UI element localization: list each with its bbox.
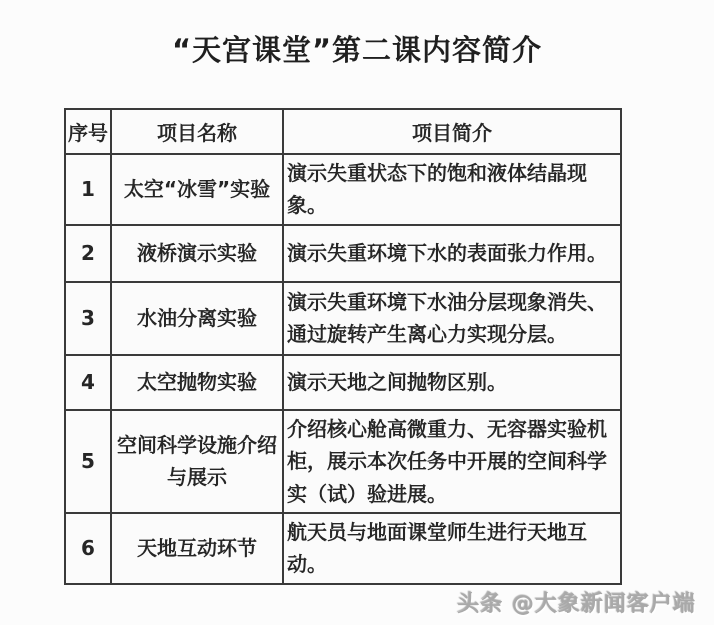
cell-serial: 3 bbox=[65, 282, 111, 355]
table-row bbox=[65, 355, 621, 410]
cell-name: 天地互动环节 bbox=[111, 513, 283, 584]
header-cell-serial: 序号 bbox=[65, 109, 111, 154]
cell-desc: 演示天地之间抛物区别。 bbox=[283, 355, 621, 410]
cell-name: 空间科学设施介绍与展示 bbox=[111, 410, 283, 513]
header-cell-desc: 项目简介 bbox=[283, 109, 621, 154]
table-row bbox=[65, 154, 621, 225]
cell-desc: 演示失重状态下的饱和液体结晶现象。 bbox=[283, 154, 621, 225]
page-title: “天宫课堂”第二课内容简介 bbox=[171, 33, 543, 67]
cell-name: 太空抛物实验 bbox=[111, 355, 283, 410]
table-header-row bbox=[65, 109, 621, 154]
cell-serial: 4 bbox=[65, 355, 111, 410]
cell-serial: 1 bbox=[65, 154, 111, 225]
cell-desc: 演示失重环境下水油分层现象消失、通过旋转产生离心力实现分层。 bbox=[283, 282, 621, 355]
cell-name: 太空“冰雪”实验 bbox=[111, 154, 283, 225]
cell-serial: 2 bbox=[65, 225, 111, 282]
table-row bbox=[65, 410, 621, 513]
table-row bbox=[65, 513, 621, 584]
table-row bbox=[65, 282, 621, 355]
header-cell-name: 项目名称 bbox=[111, 109, 283, 154]
table-row bbox=[65, 225, 621, 282]
cell-serial: 6 bbox=[65, 513, 111, 584]
cell-desc: 演示失重环境下水的表面张力作用。 bbox=[283, 225, 621, 282]
cell-name: 水油分离实验 bbox=[111, 282, 283, 355]
cell-name: 液桥演示实验 bbox=[111, 225, 283, 282]
content-table bbox=[64, 108, 622, 585]
cell-desc: 介绍核心舱高微重力、无容器实验机柜，展示本次任务中开展的空间科学实（试）验进展。 bbox=[283, 410, 621, 513]
watermark: 头条 @大象新闻客户端 bbox=[457, 592, 696, 617]
cell-desc: 航天员与地面课堂师生进行天地互动。 bbox=[283, 513, 621, 584]
cell-serial: 5 bbox=[65, 410, 111, 513]
